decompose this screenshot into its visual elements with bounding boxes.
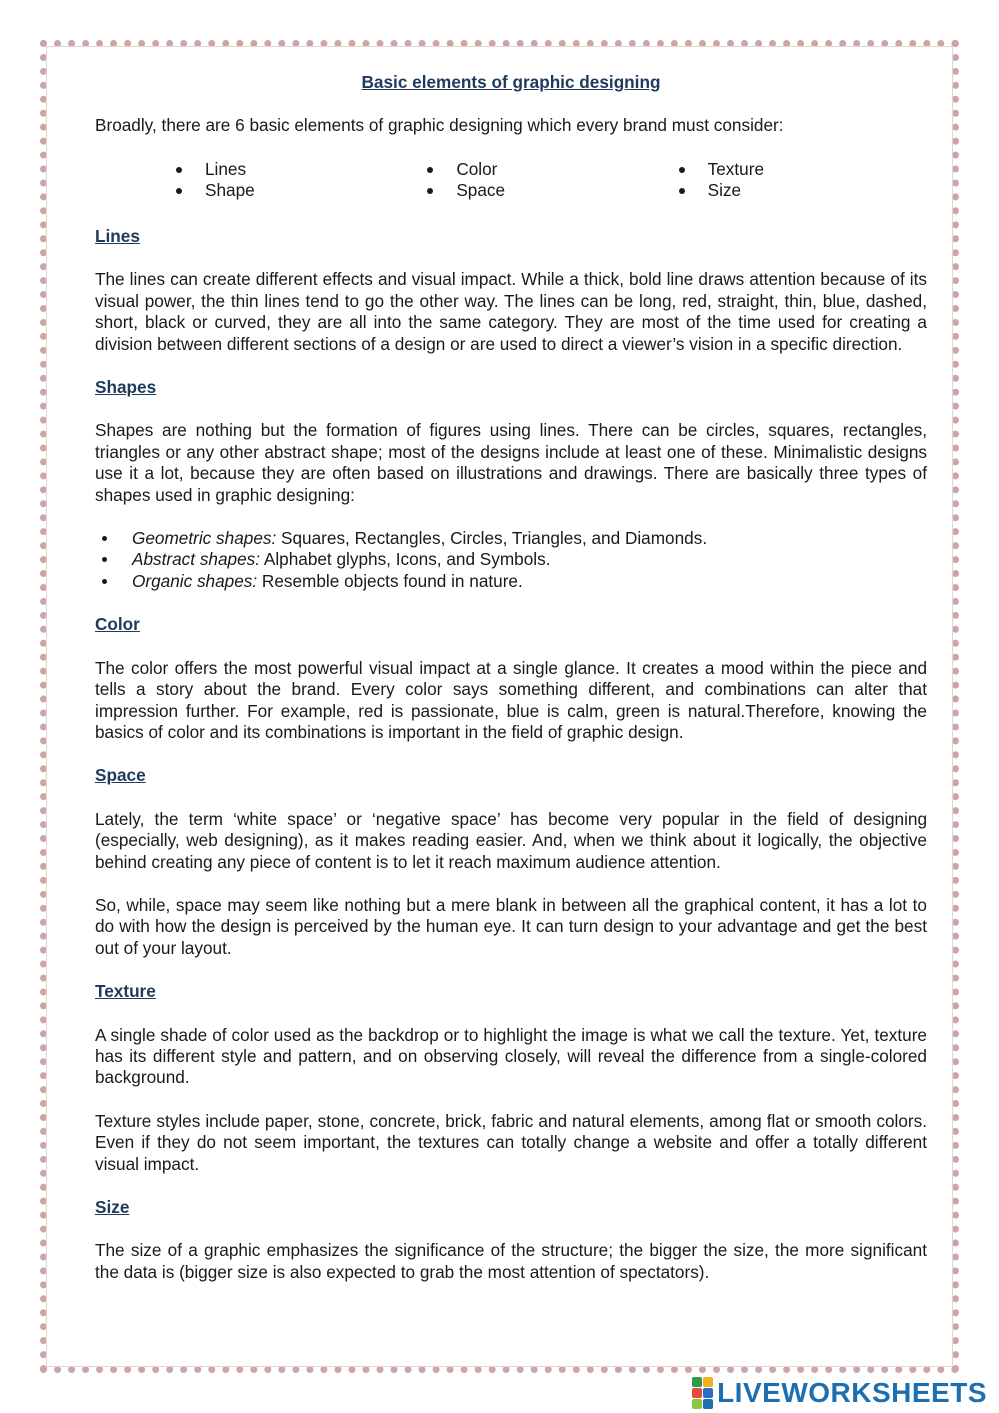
section-heading-shapes: Shapes [95,377,157,398]
logo-block [703,1377,713,1387]
list-item [95,549,927,570]
paragraph: So, while, space may seem like nothing but a mere blank in between all the graphical content, it has a lot to do with how the design is perceived by the human eye. It can turn design to your advantage and get the best out of your layout. [95,894,927,958]
section-heading-texture: Texture [95,981,156,1002]
list-item [95,528,927,549]
list-item-text: Alphabet glyphs, Icons, and Symbols. [260,549,551,570]
logo-block [692,1388,702,1398]
list-item: Shape [173,180,424,202]
section-heading-color: Color [95,614,140,635]
list-item: Space [424,180,675,202]
list-item-label: Geometric shapes: [132,528,277,549]
section-space [95,765,927,959]
list-item-label: Organic shapes: [132,570,258,591]
logo-block [692,1377,702,1387]
list-item: Color [424,159,675,181]
elements-column-3 [676,159,927,202]
logo-block [692,1399,702,1409]
intro-paragraph: Broadly, there are 6 basic elements of graphic designing which every brand must consider: [95,115,784,136]
section-heading-space: Space [95,765,146,786]
list-item: Size [676,180,927,202]
logo-block [703,1388,713,1398]
paragraph: Shapes are nothing but the formation of figures using lines. There can be circles, squares, rectangles, triangles or any other abstract shape; most of the designs include at least one of these. Minimalistic designs use it a lot, because they are often based on illustrations and drawings. There are basically three types of shapes used in graphic designing: [95,420,927,505]
list-item-text: Squares, Rectangles, Circles, Triangles, and Diamonds. [276,528,708,549]
list-item [95,571,927,592]
section-shapes [95,377,927,592]
paragraph: The lines can create different effects and visual impact. While a thick, bold line draws attention because of its visual power, the thin lines tend to go the other way. The lines can be long, red, straight, thin, blue, dashed, short, black or curved, they are all into the same category. They are most of the time used for creating a division between different sections of a design or are used to direct a viewer’s vision in a specific direction. [95,269,927,354]
section-size [95,1197,927,1283]
elements-column-2 [424,159,675,202]
liveworksheets-logo-text: LIVEWORKSHEETS [717,1377,987,1408]
elements-column-1 [173,159,424,202]
page-title: Basic elements of graphic designing [361,72,661,92]
section-heading-lines: Lines [95,226,140,246]
section-heading-size: Size [95,1197,130,1217]
paragraph: Texture styles include paper, stone, concrete, brick, fabric and natural elements, among flat or smooth colors. Even if they do not seem important, the textures can totally change a website and offer a totally different visual impact. [95,1110,927,1174]
elements-list [95,159,927,202]
liveworksheets-logo[interactable] [692,1376,987,1410]
paragraph: The size of a graphic emphasizes the significance of the structure; the bigger the size, the more significant the data is (bigger size is also expected to grab the most attention of spectators). [95,1240,927,1282]
section-texture [95,981,927,1175]
logo-block [703,1399,713,1409]
list-item-label: Abstract shapes: [132,549,261,570]
paragraph: Lately, the term ‘white space’ or ‘negative space’ has become very popular in the field of designing (especially, web designing), as it makes reading easier. And, when we think about it logically, the objective behind creating any piece of content is to let it reach maximum audience attention. [95,808,927,872]
paragraph: The color offers the most powerful visual impact at a single glance. It creates a mood within the piece and tells a story about the brand. Every color says something different, and combinations can alter that impression further. For example, red is passionate, blue is calm, green is natural.Therefore, knowing the basics of color and its combinations is important in the field of graphic design. [95,657,927,742]
list-item: Texture [676,159,927,181]
paragraph: A single shade of color used as the backdrop or to highlight the image is what we call the texture. Yet, texture has its different style and pattern, and on observing closely, will reveal the difference from a single-colored background. [95,1024,927,1088]
section-color [95,614,927,743]
section-lines [95,226,927,355]
list-item-text: Resemble objects found in nature. [257,570,523,591]
shape-types-list [95,528,927,592]
document-body [95,72,927,1305]
list-item: Lines [173,159,424,181]
liveworksheets-logo-icon [692,1377,713,1409]
